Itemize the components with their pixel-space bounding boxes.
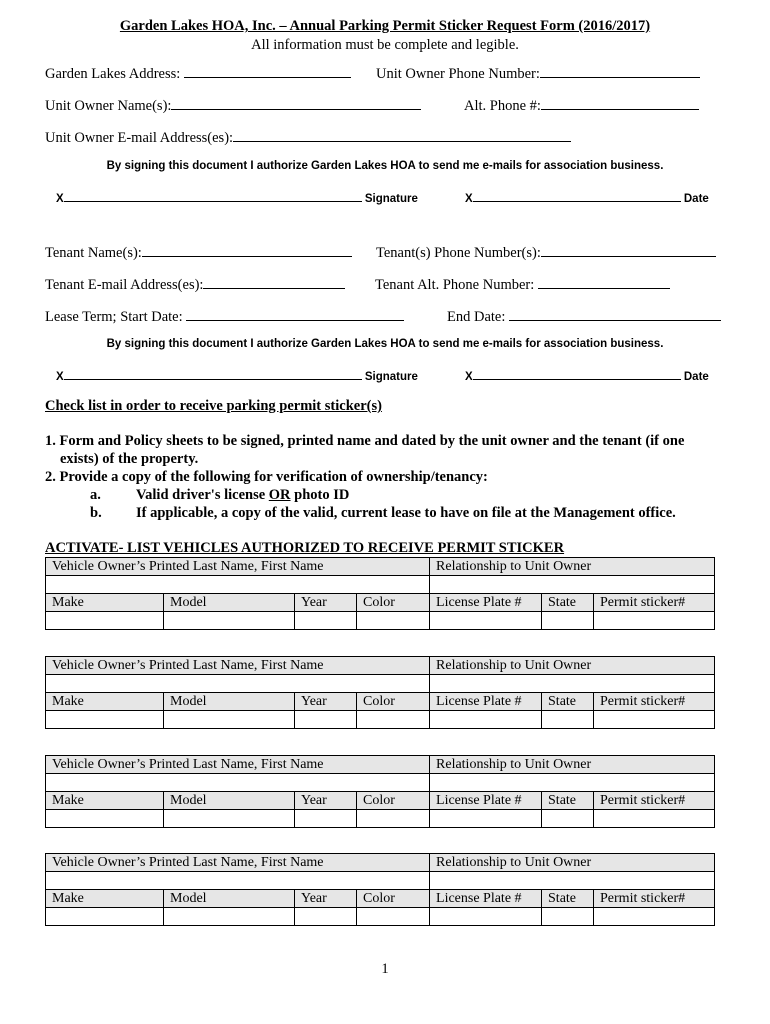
lease-end-label: End Date: — [447, 309, 510, 325]
vehicle-owner-name-input[interactable] — [46, 675, 430, 693]
owner-phone-label: Unit Owner Phone Number: — [376, 66, 540, 82]
make-input[interactable] — [46, 810, 164, 828]
owner-date-x: X — [465, 193, 473, 205]
checklist-item-a-marker: a. — [90, 487, 101, 503]
owner-alt-phone-label: Alt. Phone #: — [464, 98, 541, 114]
relationship-header: Relationship to Unit Owner — [430, 558, 715, 576]
vehicle-table-4 — [45, 853, 715, 926]
owner-email-label: Unit Owner E-mail Address(es): — [45, 130, 234, 146]
year-header: Year — [295, 594, 357, 612]
tenant-consent-text: By signing this document I authorize Garden Lakes HOA to send me e-mails for association business. — [106, 338, 664, 350]
tenant-phone-label: Tenant(s) Phone Number(s): — [376, 245, 541, 261]
owner-address-field[interactable] — [184, 63, 351, 78]
year-input[interactable] — [295, 810, 357, 828]
model-input[interactable] — [164, 810, 295, 828]
license-plate-header: License Plate # — [430, 693, 542, 711]
checklist-item-2: 2. Provide a copy of the following for verification of ownership/tenancy: — [45, 469, 488, 485]
tenant-date-field[interactable] — [473, 367, 681, 380]
color-input[interactable] — [357, 711, 430, 729]
vehicle-table-1 — [45, 557, 715, 630]
checklist-item-a-or: OR — [268, 487, 291, 503]
owner-name-field[interactable] — [171, 95, 421, 110]
color-input[interactable] — [357, 612, 430, 630]
lease-end-row — [447, 306, 721, 326]
lease-start-label: Lease Term; Start Date: — [45, 309, 187, 325]
checklist-item-1-line-1: 1. Form and Policy sheets to be signed, printed name and dated by the unit owner and the tenant (if one — [45, 433, 685, 449]
owner-signature-row — [56, 189, 418, 205]
lease-start-row — [45, 306, 404, 326]
vehicle-table-3 — [45, 755, 715, 828]
color-header: Color — [357, 890, 430, 908]
checklist-item-a — [136, 487, 349, 504]
make-header: Make — [46, 792, 164, 810]
tenant-date-x: X — [465, 371, 473, 383]
checklist-item-a-text: Valid driver's license — [136, 487, 269, 503]
make-header: Make — [46, 890, 164, 908]
year-input[interactable] — [295, 908, 357, 926]
tenant-date-row — [465, 367, 709, 383]
owner-signature-field[interactable] — [64, 189, 362, 202]
owner-phone-row — [376, 63, 700, 83]
license-plate-input[interactable] — [430, 810, 542, 828]
relationship-input[interactable] — [430, 675, 715, 693]
tenant-name-row — [45, 242, 352, 262]
tenant-email-row — [45, 274, 345, 294]
state-header: State — [542, 792, 594, 810]
make-header: Make — [46, 693, 164, 711]
relationship-input[interactable] — [430, 576, 715, 594]
checklist-item-b: If applicable, a copy of the valid, current lease to have on file at the Management office. — [136, 505, 676, 521]
relationship-input[interactable] — [430, 774, 715, 792]
color-header: Color — [357, 792, 430, 810]
permit-sticker-header: Permit sticker# — [594, 693, 715, 711]
state-input[interactable] — [542, 908, 594, 926]
make-header: Make — [46, 594, 164, 612]
owner-signature-label: Signature — [361, 193, 418, 205]
tenant-alt-phone-row — [375, 274, 670, 294]
vehicle-owner-name-input[interactable] — [46, 774, 430, 792]
owner-name-label: Unit Owner Name(s): — [45, 98, 172, 114]
owner-name-row — [45, 95, 421, 115]
license-plate-input[interactable] — [430, 711, 542, 729]
checklist-item-1-line-2: exists) of the property. — [60, 451, 199, 467]
owner-date-row — [465, 189, 709, 205]
state-header: State — [542, 594, 594, 612]
permit-sticker-input[interactable] — [594, 711, 715, 729]
make-input[interactable] — [46, 612, 164, 630]
relationship-header: Relationship to Unit Owner — [430, 756, 715, 774]
vehicle-owner-name-input[interactable] — [46, 576, 430, 594]
tenant-email-label: Tenant E-mail Address(es): — [45, 277, 204, 293]
color-header: Color — [357, 693, 430, 711]
model-header: Model — [164, 693, 295, 711]
owner-alt-phone-row — [464, 95, 699, 115]
lease-start-field[interactable] — [186, 306, 404, 321]
owner-phone-field[interactable] — [540, 63, 700, 78]
permit-sticker-header: Permit sticker# — [594, 792, 715, 810]
year-header: Year — [295, 693, 357, 711]
vehicle-owner-name-header: Vehicle Owner’s Printed Last Name, First Name — [46, 756, 430, 774]
checklist-item-b-marker: b. — [90, 505, 102, 521]
tenant-signature-x: X — [56, 371, 64, 383]
relationship-input[interactable] — [430, 872, 715, 890]
permit-sticker-header: Permit sticker# — [594, 594, 715, 612]
owner-address-row — [45, 63, 351, 83]
relationship-header: Relationship to Unit Owner — [430, 657, 715, 675]
license-plate-header: License Plate # — [430, 792, 542, 810]
state-header: State — [542, 693, 594, 711]
tenant-phone-field[interactable] — [541, 242, 716, 257]
owner-alt-phone-field[interactable] — [541, 95, 699, 110]
year-input[interactable] — [295, 711, 357, 729]
tenant-signature-row — [56, 367, 418, 383]
color-input[interactable] — [357, 810, 430, 828]
year-header: Year — [295, 890, 357, 908]
owner-date-field[interactable] — [473, 189, 681, 202]
lease-end-field[interactable] — [509, 306, 721, 321]
model-input[interactable] — [164, 711, 295, 729]
vehicle-owner-name-header: Vehicle Owner’s Printed Last Name, First Name — [46, 854, 430, 872]
state-input[interactable] — [542, 612, 594, 630]
state-input[interactable] — [542, 711, 594, 729]
vehicle-owner-name-input[interactable] — [46, 872, 430, 890]
color-header: Color — [357, 594, 430, 612]
owner-consent-text: By signing this document I authorize Garden Lakes HOA to send me e-mails for association business. — [106, 160, 664, 172]
owner-email-field[interactable] — [233, 127, 571, 142]
form-subtitle: All information must be complete and legible. — [251, 37, 519, 53]
tenant-phone-row — [376, 242, 716, 262]
model-header: Model — [164, 890, 295, 908]
state-input[interactable] — [542, 810, 594, 828]
vehicles-heading: ACTIVATE- LIST VEHICLES AUTHORIZED TO RECEIVE PERMIT STICKER — [45, 540, 565, 556]
license-plate-header: License Plate # — [430, 594, 542, 612]
owner-date-label: Date — [680, 193, 709, 205]
model-header: Model — [164, 792, 295, 810]
color-input[interactable] — [357, 908, 430, 926]
tenant-date-label: Date — [680, 371, 709, 383]
tenant-name-label: Tenant Name(s): — [45, 245, 142, 261]
tenant-alt-phone-label: Tenant Alt. Phone Number: — [375, 277, 538, 293]
page-number: 1 — [381, 961, 389, 977]
model-header: Model — [164, 594, 295, 612]
model-input[interactable] — [164, 612, 295, 630]
make-input[interactable] — [46, 711, 164, 729]
tenant-alt-phone-field[interactable] — [538, 274, 670, 289]
tenant-email-field[interactable] — [203, 274, 345, 289]
tenant-signature-label: Signature — [361, 371, 418, 383]
permit-sticker-input[interactable] — [594, 908, 715, 926]
permit-sticker-input[interactable] — [594, 810, 715, 828]
license-plate-input[interactable] — [430, 612, 542, 630]
model-input[interactable] — [164, 908, 295, 926]
relationship-header: Relationship to Unit Owner — [430, 854, 715, 872]
vehicle-owner-name-header: Vehicle Owner’s Printed Last Name, First Name — [46, 558, 430, 576]
form-title: Garden Lakes HOA, Inc. – Annual Parking Permit Sticker Request Form (2016/2017) — [119, 18, 651, 34]
year-header: Year — [295, 792, 357, 810]
vehicle-owner-name-header: Vehicle Owner’s Printed Last Name, First Name — [46, 657, 430, 675]
owner-signature-x: X — [56, 193, 64, 205]
checklist-item-a-text-end: photo ID — [290, 487, 350, 503]
vehicle-table-2 — [45, 656, 715, 729]
year-input[interactable] — [295, 612, 357, 630]
tenant-signature-field[interactable] — [64, 367, 362, 380]
checklist-heading: Check list in order to receive parking permit sticker(s) — [45, 398, 382, 414]
permit-sticker-header: Permit sticker# — [594, 890, 715, 908]
license-plate-header: License Plate # — [430, 890, 542, 908]
tenant-name-field[interactable] — [142, 242, 352, 257]
permit-sticker-input[interactable] — [594, 612, 715, 630]
owner-email-row — [45, 127, 571, 147]
license-plate-input[interactable] — [430, 908, 542, 926]
make-input[interactable] — [46, 908, 164, 926]
owner-address-label: Garden Lakes Address: — [45, 66, 184, 82]
state-header: State — [542, 890, 594, 908]
